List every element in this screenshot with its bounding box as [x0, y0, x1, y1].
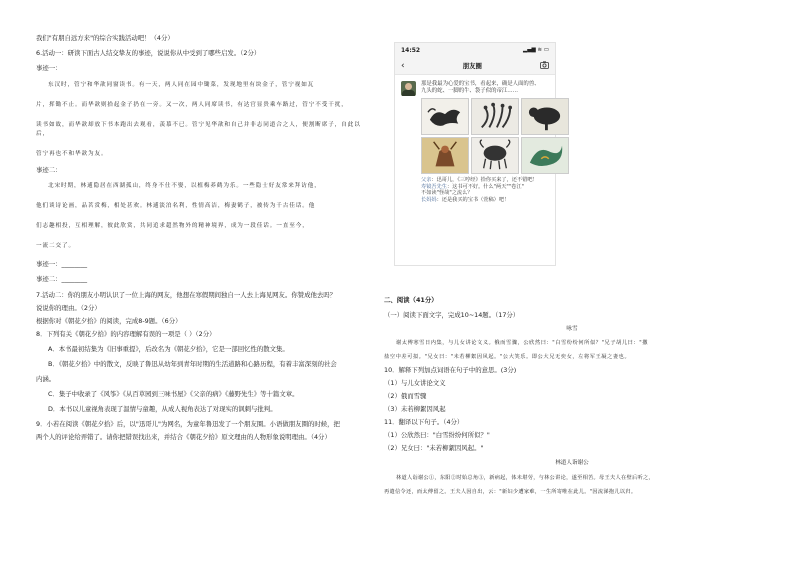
comment-list — [421, 177, 549, 203]
nine-tailed-beast-image[interactable] — [421, 98, 469, 135]
left-column — [36, 34, 368, 442]
question-10: 10．解释下列加点词语在句子中的意思。(3分) — [384, 366, 517, 374]
story2-passage — [36, 182, 368, 251]
comment-text: 不如读"怪哉"之流么？ — [421, 190, 473, 197]
sub-question: （1）公欣然曰："白雪纷纷何所似？" — [384, 431, 490, 439]
story-line: 他们谈诗论画，品茗赏梅，相处甚欢。林逋淡泊名利，性情高洁，梅妻鹤子，被传为千古佳话。他 — [36, 203, 316, 209]
comment — [421, 190, 549, 197]
passage-line: 谢太傅寒雪日内集，与儿女讲论文义。俄而雪骤，公欣然曰："白雪纷纷何所似？"兄子胡儿曰："撒 — [396, 340, 649, 346]
story-line: 读书如故，而华歆却放下书本跑出去观看，羡慕不已。管宁见华歆和自己并非志同道合之人，便割断席子，自此以后， — [36, 122, 361, 137]
text-line: 根据你对《朝花夕拾》的阅读，完成8-9题。（6分） — [36, 317, 182, 325]
text-line: 说说你的理由。（2分） — [36, 304, 101, 312]
passage-line: 盐空中差可拟。"兄女曰："未若柳絮因风起。"公大笑乐。即公大兄无奕女，左将军王凝之妻也。 — [384, 354, 631, 360]
sub-section-title: （一）阅读下面文字，完成10~14题。（17分） — [384, 311, 520, 319]
one-legged-ox-image[interactable] — [521, 98, 569, 135]
comment-author[interactable]: 父亲 — [421, 177, 432, 183]
story-line: 一流二交了。 — [36, 243, 75, 249]
passage-title: 林道人诣谢公 — [555, 460, 589, 466]
option-c: C．集子中收录了《风筝》《从百草园到三味书屋》《父亲的病》《藤野先生》等十篇文章。 — [48, 390, 299, 398]
status-icons: ▂▄▆ ≋ ▭ — [523, 47, 549, 53]
question-11: 11．翻译以下句子。（4分） — [384, 418, 464, 426]
section-title: 二、阅读（41分） — [384, 296, 438, 304]
passage-line: 再遣信令还，而太傅留之。王夫人因自出，云："新妇少遭家难，一生所寄唯在此儿。"因流涕抱儿以归。 — [384, 489, 637, 495]
comment — [421, 177, 549, 184]
passage-title: 咏雪 — [566, 326, 578, 332]
deer-beast-image[interactable] — [421, 137, 469, 174]
back-icon[interactable]: ‹ — [401, 60, 405, 71]
option-a: A．本书最初结集为《旧事重提》，后改名为《朝花夕拾》，它是一部回忆性的散文集。 — [48, 345, 289, 353]
nine-headed-snake-image[interactable] — [471, 98, 519, 135]
story1-passage — [36, 81, 368, 159]
story-line: 北宋时期，林逋隐居在西湖孤山，终身不仕不娶，以植梅养鹤为乐。一些隐士好友常来拜访他， — [48, 183, 321, 189]
status-bar — [395, 43, 555, 57]
post-line: 九头的蛇、一脚的牛、袋子似的帝江…… — [421, 88, 519, 94]
sub-question: （2）俄而雪骤 — [384, 392, 427, 400]
post-text — [421, 81, 549, 95]
comment — [421, 197, 549, 204]
phone-screenshot — [394, 42, 556, 266]
sub-question: （3）未若柳絮因风起 — [384, 405, 446, 413]
post-line: 那是我最为心爱的宝书，看起来，确是人面的兽、 — [421, 81, 540, 87]
comment-author[interactable]: 寿镜吾先生 — [421, 183, 447, 190]
question-8: 8．下列有关《朝花夕拾》的内容理解有误的一项是（ ）（2分） — [36, 330, 216, 338]
status-time: 14:52 — [401, 46, 421, 54]
answer-line-1: 事迹一：________ — [36, 260, 88, 268]
passage-line: 林道人诣谢公①，东阳②时始总角③，新病起，体未堪劳，与林公讲论，遂至相苦。母王夫人在壁后听之， — [396, 475, 654, 481]
story-line: 们志趣相投，互相理解，彼此欣赏，共同追求超然物外的精神境界，成为一段佳话。一直至今， — [36, 223, 309, 229]
answer-line-2: 事迹二：________ — [36, 275, 88, 283]
camera-icon[interactable] — [540, 61, 549, 71]
story1-label: 事迹一： — [36, 64, 62, 72]
comment-text: ：还是我买的宝书（萱稿）吧！ — [436, 196, 510, 203]
option-b: B．《朝花夕拾》中的散文，反映了鲁迅从幼年到青年时期的生活道路和心路历程，有着丰富深刻的社会 — [48, 360, 337, 368]
story2-label: 事迹二： — [36, 166, 62, 174]
question-7: 7.活动二：你的朋友小明认识了一位上海的网友，他想在寒假期间独自一人去上海见网友。你赞成他去吗？ — [36, 291, 337, 299]
moment-post — [395, 75, 555, 203]
text-line: 两个人的评论给弄错了。请你把错误找出来，并结合《朝花夕拾》原文理由的人物形象说明理由。（4分） — [36, 433, 331, 441]
story-line: 东汉时，管宁和华歆同窗读书。有一天，两人同在园中锄菜，发现地里有块金子，管宁视如瓦 — [48, 82, 315, 88]
text-line: 内涵。 — [36, 375, 56, 383]
option-d: D．本书以儿童视角表现了温情与童趣，从成人视角表达了对现实的讽刺与批判。 — [48, 405, 277, 413]
nav-title: 朋友圈 — [462, 62, 482, 70]
sub-question: （2）兄女曰："未若柳絮因风起。" — [384, 444, 484, 452]
comment-text: ：迅哥儿，《三哼经》拾你买来了，还不错吧！ — [431, 177, 538, 183]
text-line: 我们"有朋自远方来"的综合实践活动吧！（4分） — [36, 34, 174, 42]
reading-section — [384, 296, 760, 497]
comment-text: ：这书可不好。什么"两天""卷江" — [446, 183, 524, 190]
nav-bar — [395, 57, 555, 75]
question-6: 6.活动一：研读下面古人结交挚友的事迹，说说你从中受到了哪些启发。（2分） — [36, 49, 261, 57]
image-grid — [421, 98, 549, 174]
green-dragon-image[interactable] — [521, 137, 569, 174]
comment-author[interactable]: 长妈妈 — [421, 196, 437, 203]
story-line: 片，挥锄不止。而华歆则拾起金子扔在一旁。又一次，两人同席读书，有达官显贵乘车路过，管宁不受干扰， — [36, 102, 348, 108]
dijiang-beast-image[interactable] — [471, 137, 519, 174]
question-9: 9．小若在阅读《朝花夕拾》后，以"迅哥儿"为网名，为童年鲁迅发了一个朋友圈。小语做朋友圈的时候，把 — [36, 420, 340, 428]
story-line: 管宁再也不和华歆为友。 — [36, 151, 108, 157]
sub-question: （1）与儿女讲论文义 — [384, 379, 446, 387]
avatar[interactable] — [401, 81, 416, 96]
